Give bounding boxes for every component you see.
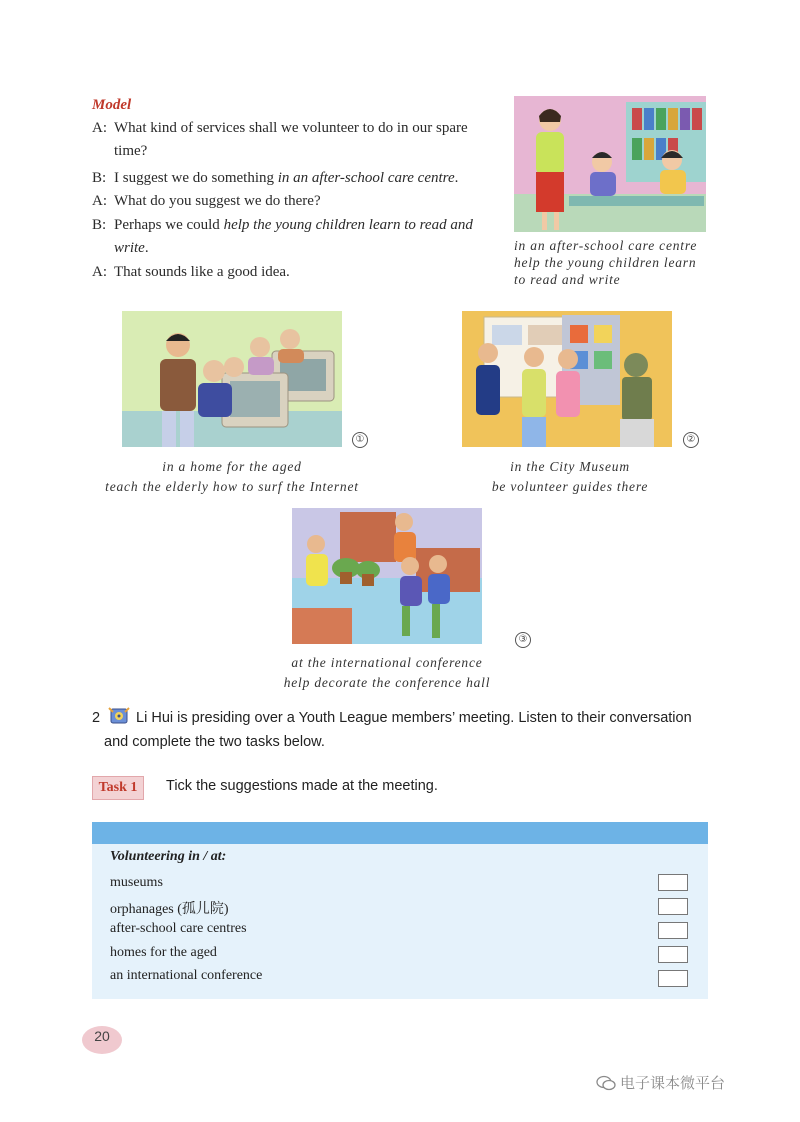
illustration-conference-hall xyxy=(292,508,482,644)
dialogue-line-5 xyxy=(92,261,502,284)
speaker: B: xyxy=(92,217,107,233)
caption-main-1: in an after-school care centre xyxy=(514,238,698,253)
model-title: Model xyxy=(92,97,132,113)
dialogue-emphasis: in an after-school care centre xyxy=(277,170,455,186)
speaker: B: xyxy=(92,170,107,186)
picture-number-2: ② xyxy=(683,432,699,448)
dialogue-text: Perhaps we could xyxy=(114,217,224,233)
dialogue-text-cont: time? xyxy=(114,143,148,159)
wechat-icon xyxy=(596,1075,616,1091)
tick-box-international-conference[interactable] xyxy=(658,970,688,987)
table-row-label: orphanages (孤儿院) xyxy=(110,902,229,917)
illustration-care-centre xyxy=(514,96,706,232)
caption-pic3-2: help decorate the conference hall xyxy=(283,675,491,690)
task-1-instruction: Tick the suggestions made at the meeting. xyxy=(166,778,438,794)
watermark-text: 电子课本微平台 xyxy=(620,1074,726,1092)
dialogue-text: I suggest we do something xyxy=(114,170,278,186)
speaker: A: xyxy=(92,264,107,280)
table-row-label: museums xyxy=(110,875,163,890)
section-number: 2 xyxy=(92,710,101,726)
dialogue-line-1 xyxy=(92,117,502,163)
listening-cd-icon xyxy=(108,706,130,726)
tick-box-after-school-care-centres[interactable] xyxy=(658,922,688,939)
picture-number-3: ③ xyxy=(515,632,531,648)
task-1-badge: Task 1 xyxy=(92,776,144,800)
caption-pic2-2: be volunteer guides there xyxy=(491,479,649,494)
dialogue-line-3 xyxy=(92,190,502,213)
dialogue-text: That sounds like a good idea. xyxy=(114,264,290,280)
dialogue-text: What kind of services shall we volunteer to do in our spare xyxy=(114,120,468,136)
page-number: 20 xyxy=(82,1026,122,1054)
table-row-label: after-school care centres xyxy=(110,921,247,936)
dialogue-emphasis-cont: write xyxy=(114,240,145,256)
dialogue-line-4 xyxy=(92,214,502,260)
punct: . xyxy=(144,240,149,256)
dialogue-text: What do you suggest we do there? xyxy=(114,193,321,209)
tick-box-museums[interactable] xyxy=(658,874,688,891)
punct: . xyxy=(454,170,459,186)
caption-pic1-2: teach the elderly how to surf the Internet xyxy=(105,479,359,494)
caption-main-2: help the young children learn xyxy=(514,255,697,270)
section-2-line-1: Li Hui is presiding over a Youth League members’ meeting. Listen to their conversation xyxy=(136,710,692,726)
picture-number-1: ① xyxy=(352,432,368,448)
caption-pic3-1: at the international conference xyxy=(291,655,483,670)
caption-main-3: to read and write xyxy=(514,272,621,287)
tick-box-orphanages[interactable] xyxy=(658,898,688,915)
illustration-city-museum xyxy=(462,311,672,447)
dialogue-line-2 xyxy=(92,167,502,190)
dialogue-emphasis: help the young children learn to read and xyxy=(223,217,473,233)
watermark xyxy=(596,1072,725,1093)
speaker: A: xyxy=(92,193,107,209)
tick-box-homes-for-the-aged[interactable] xyxy=(658,946,688,963)
illustration-home-for-aged xyxy=(122,311,342,447)
section-2-instructions xyxy=(92,706,732,754)
table-row-label: an international conference xyxy=(110,968,263,983)
section-2-line-2: and complete the two tasks below. xyxy=(104,734,325,750)
speaker: A: xyxy=(92,120,107,136)
table-title: Volunteering in / at: xyxy=(110,849,227,864)
caption-pic2-1: in the City Museum xyxy=(510,459,630,474)
table-row-label: homes for the aged xyxy=(110,945,217,960)
caption-pic1-1: in a home for the aged xyxy=(162,459,302,474)
table-header-bar xyxy=(92,822,708,844)
